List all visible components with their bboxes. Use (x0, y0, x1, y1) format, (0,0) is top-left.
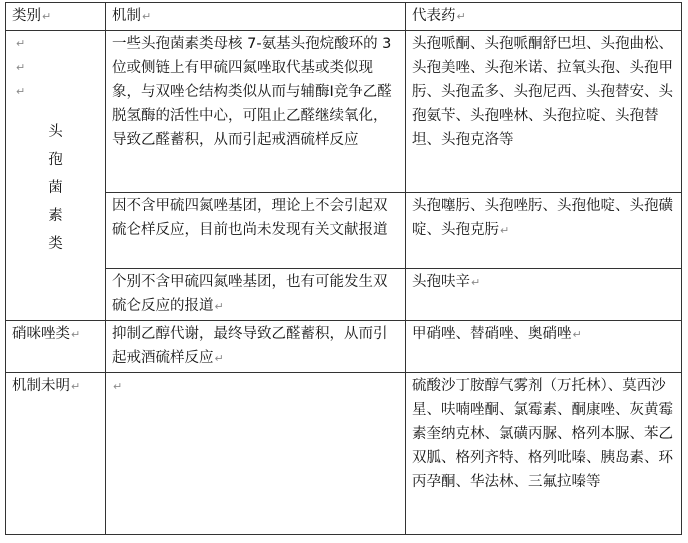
drugs-text: 头孢噻肟、头孢唑肟、头孢他啶、头孢磺啶、头孢克肟 (412, 198, 673, 238)
drug-reaction-table (5, 2, 682, 535)
category-unknown: 机制未明 (12, 378, 70, 394)
drugs-cell: 甲硝唑、替硝唑、奥硝唑↵ (406, 321, 682, 373)
mechanism-cell: 抑制乙醇代谢，最终导致乙醛蓄积，从而引起戒酒硫样反应↵ (106, 321, 406, 373)
drugs-cell: 头孢噻肟、头孢唑肟、头孢他啶、头孢磺啶、头孢克肟↵ (406, 193, 682, 269)
header-mechanism: 机制 (112, 8, 141, 24)
category-cephalosporins: 头 孢 菌 素 类 (48, 124, 63, 252)
mechanism-text: 抑制乙醇代谢，最终导致乙醛蓄积，从而引起戒酒硫样反应 (112, 326, 388, 366)
drugs-cell (406, 31, 682, 193)
category-nitroimidazoles: 硝咪唑类 (12, 326, 70, 342)
category-cell-unknown: 机制未明↵ (6, 373, 106, 535)
table-row (6, 193, 682, 269)
mechanism-cell (106, 193, 406, 269)
header-mechanism-cell: 机制↵ (106, 3, 406, 31)
drugs-text: 硫酸沙丁胺醇气雾剂（万托林）、莫西沙星、呋喃唑酮、氯霉素、酮康唑、灰黄霉素奎纳克林、氯磺丙脲、格列本脲、苯乙双胍、格列齐特、格列吡嗪、胰岛素、环丙孕酮、华法林、三氟拉嗪等 (412, 378, 673, 490)
drugs-text: 头孢呋辛 (412, 274, 470, 290)
table-row (6, 269, 682, 321)
header-row (6, 3, 682, 31)
mechanism-text: 因不含甲硫四氮唑基团，理论上不会引起双硫仑样反应，目前也尚未发现有关文献报道 (112, 198, 388, 238)
drugs-cell (406, 373, 682, 535)
header-drugs: 代表药 (412, 8, 456, 24)
table-row (6, 321, 682, 373)
mechanism-text: 一些头孢菌素类母核 7-氨基头孢烷酸环的 3 位或侧链上有甲硫四氮唑取代基或类似现象，与双唑仑结构类似从而与辅酶Ⅰ竞争乙醛脱氢酶的活性中心，可阻止乙醛继续氧化，导致乙醛蓄积，从而引起戒酒硫样反应 (112, 36, 392, 148)
mechanism-text: 个别不含甲硫四氮唑基团，也有可能发生双硫仑反应的报道 (112, 274, 388, 314)
table-row (6, 31, 682, 193)
drugs-cell: 头孢呋辛↵ (406, 269, 682, 321)
mechanism-cell (106, 31, 406, 193)
header-category-cell: 类别↵ (6, 3, 106, 31)
header-drugs-cell: 代表药↵ (406, 3, 682, 31)
mechanism-cell: 个别不含甲硫四氮唑基团，也有可能发生双硫仑反应的报道↵ (106, 269, 406, 321)
mechanism-cell-empty: ↵ (106, 373, 406, 535)
category-cell-cephalosporins: ↵ ↵ ↵ 头 孢 菌 素 类 (6, 31, 106, 321)
drugs-text: 头孢哌酮、头孢哌酮舒巴坦、头孢曲松、头孢美唑、头孢米诺、拉氧头孢、头孢甲肟、头孢孟多、头孢尼西、头孢替安、头孢氨苄、头孢唑林、头孢拉啶、头孢替坦、头孢克洛等 (412, 36, 673, 148)
header-category: 类别 (12, 8, 41, 24)
category-cell-nitroimidazoles: 硝咪唑类↵ (6, 321, 106, 373)
drugs-text: 甲硝唑、替硝唑、奥硝唑 (412, 326, 572, 342)
table-row (6, 373, 682, 535)
